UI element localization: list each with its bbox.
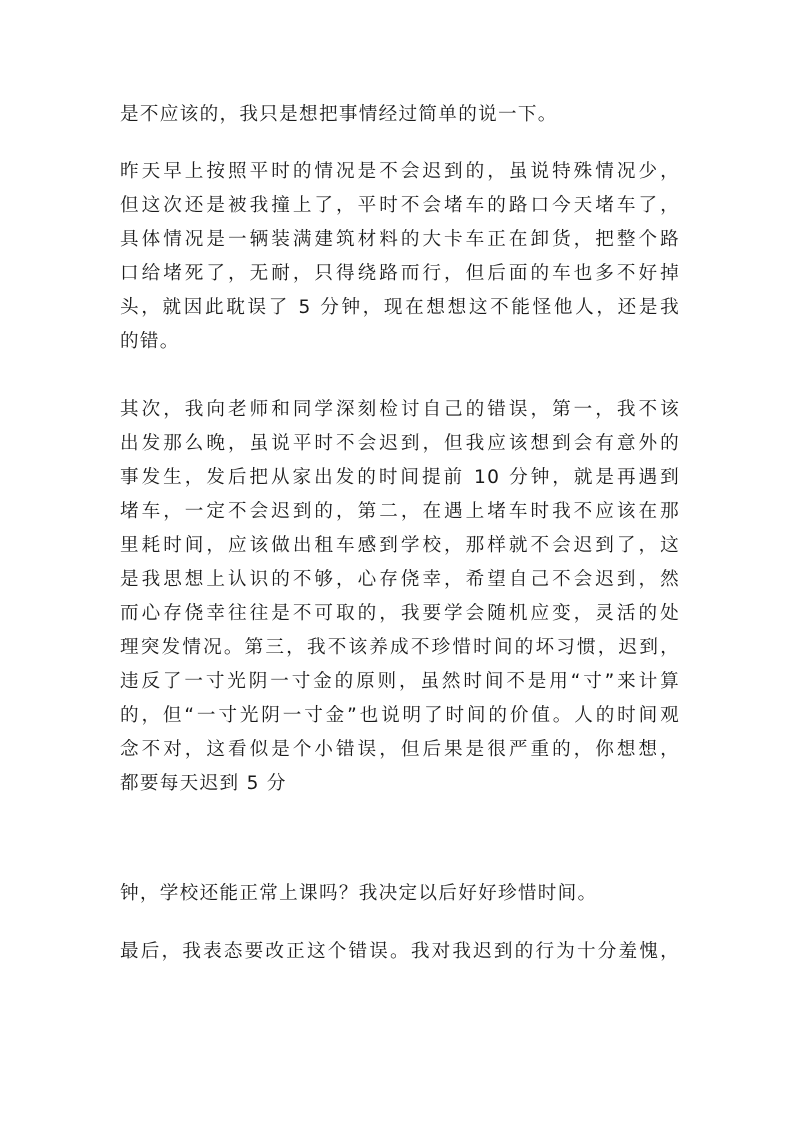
text-line: 堵车，一定不会迟到的，第二，在遇上堵车时我不应该在那	[120, 501, 680, 522]
text-line: 钟，学校还能正常上课吗？我决定以后好好珍惜时间。	[120, 883, 598, 904]
text-line: 是不应该的，我只是想把事情经过简单的说一下。	[120, 104, 558, 125]
text-line: 具体情况是一辆装满建筑材料的大卡车正在卸货，把整个路	[120, 229, 680, 250]
text-line: 最后，我表态要改正这个错误。我对我迟到的行为十分羞愧，	[120, 941, 680, 962]
paragraph-2	[120, 155, 680, 359]
text-line: 理突发情况。第三，我不该养成不珍惜时间的坏习惯，迟到，	[120, 637, 680, 658]
text-line: 念不对，这看似是个小错误，但后果是很严重的，你想想，	[120, 739, 680, 760]
paragraph-3	[120, 393, 680, 801]
paragraph-5	[120, 935, 680, 969]
paragraph-4	[120, 877, 680, 911]
text-line: 其次，我向老师和同学深刻检讨自己的错误，第一，我不该	[120, 399, 680, 420]
text-line: 但这次还是被我撞上了，平时不会堵车的路口今天堵车了，	[120, 195, 680, 216]
text-line: 是我思想上认识的不够，心存侥幸，希望自己不会迟到，然	[120, 569, 680, 590]
text-line: 违反了一寸光阴一寸金的原则，虽然时间不是用“寸”来计算	[120, 671, 680, 692]
text-line: 口给堵死了，无耐，只得绕路而行，但后面的车也多不好掉	[120, 263, 680, 284]
text-line: 头，就因此耽误了 5 分钟，现在想想这不能怪他人，还是我	[120, 297, 680, 318]
text-line: 出发那么晚，虽说平时不会迟到，但我应该想到会有意外的	[120, 433, 680, 454]
text-line: 都要每天迟到 5 分	[120, 773, 287, 794]
text-line: 昨天早上按照平时的情况是不会迟到的，虽说特殊情况少，	[120, 161, 680, 182]
text-line: 的，但“一寸光阴一寸金”也说明了时间的价值。人的时间观	[120, 705, 680, 726]
text-line: 的错。	[120, 331, 180, 352]
text-line: 而心存侥幸往往是不可取的，我要学会随机应变，灵活的处	[120, 603, 680, 624]
text-line: 里耗时间，应该做出租车感到学校，那样就不会迟到了，这	[120, 535, 680, 556]
paragraph-1	[120, 98, 680, 132]
text-line: 事发生，发后把从家出发的时间提前 10 分钟，就是再遇到	[120, 467, 680, 488]
